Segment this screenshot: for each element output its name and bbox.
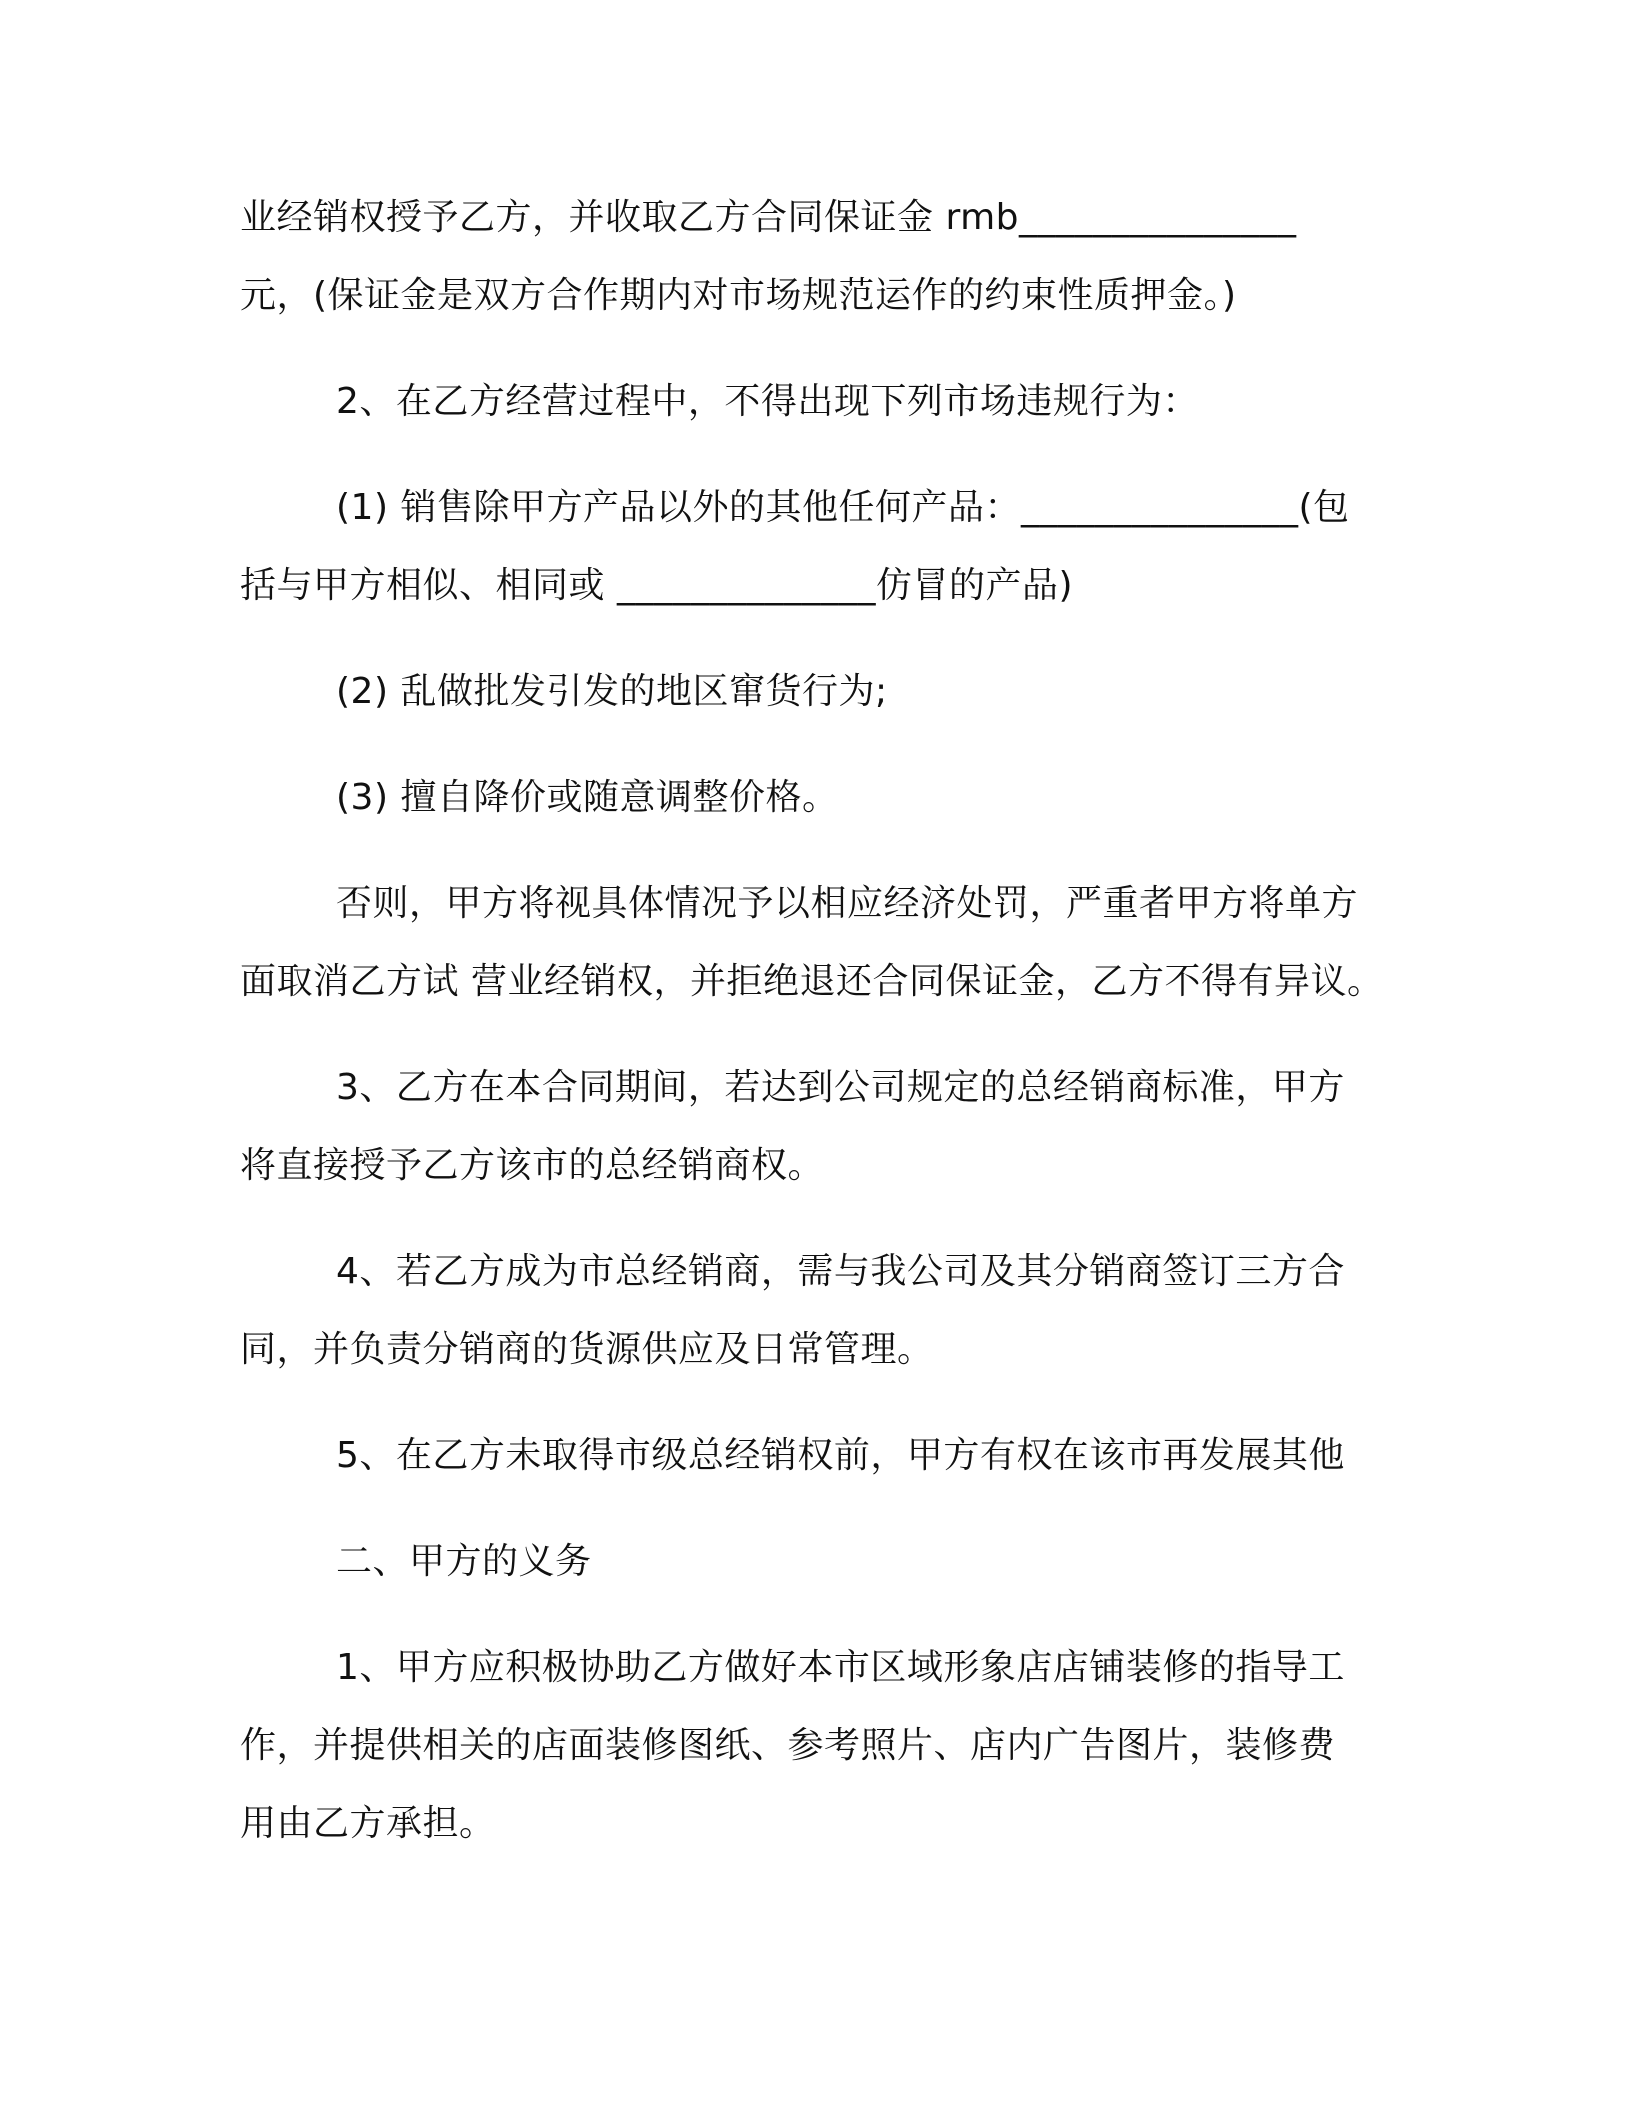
text-line: 作，并提供相关的店面装修图纸、参考照片、店内广告图片，装修费 <box>240 1725 1336 1766</box>
paragraph-clause-2 <box>240 380 1390 424</box>
text-line: 4、若乙方成为市总经销商，需与我公司及其分销商签订三方合 <box>336 1251 1345 1292</box>
section-heading-party-a-obligations <box>240 1540 1390 1584</box>
section-title: 二、甲方的义务 <box>336 1541 592 1582</box>
paragraph-clause-3 <box>240 1066 1390 1188</box>
text-line: 面取消乙方试 营业经销权，并拒绝退还合同保证金，乙方不得有异议。 <box>240 961 1384 1002</box>
text-line: (1) 销售除甲方产品以外的其他任何产品：_______________(包 <box>336 487 1350 528</box>
paragraph-clause-4 <box>240 1250 1390 1372</box>
text-line: 用由乙方承担。 <box>240 1803 496 1844</box>
text-line: 2、在乙方经营过程中，不得出现下列市场违规行为： <box>336 381 1199 422</box>
text-line: 业经销权授予乙方，并收取乙方合同保证金 rmb_______________ <box>240 197 1297 238</box>
paragraph-obligation-1 <box>240 1646 1390 1846</box>
text-line: (3) 擅自降价或随意调整价格。 <box>336 777 839 818</box>
text-line: 元，(保证金是双方合作期内对市场规范运作的约束性质押金。) <box>240 275 1237 316</box>
text-line: (2) 乱做批发引发的地区窜货行为; <box>336 671 888 712</box>
paragraph-penalty <box>240 882 1390 1004</box>
text-line: 同，并负责分销商的货源供应及日常管理。 <box>240 1329 934 1370</box>
text-line: 3、乙方在本合同期间，若达到公司规定的总经销商标准，甲方 <box>336 1067 1345 1108</box>
text-line: 将直接授予乙方该市的总经销商权。 <box>240 1145 825 1186</box>
paragraph-item-3 <box>240 776 1390 820</box>
text-line: 括与甲方相似、相同或 ______________仿冒的产品) <box>240 565 1073 606</box>
paragraph-deposit <box>240 196 1390 318</box>
paragraph-item-1 <box>240 486 1390 608</box>
text-line: 否则，甲方将视具体情况予以相应经济处罚，严重者甲方将单方 <box>336 883 1359 924</box>
text-line: 1、甲方应积极协助乙方做好本市区域形象店店铺装修的指导工 <box>336 1647 1345 1688</box>
paragraph-item-2 <box>240 670 1390 714</box>
paragraph-clause-5 <box>240 1434 1390 1478</box>
text-line: 5、在乙方未取得市级总经销权前，甲方有权在该市再发展其他 <box>336 1435 1345 1476</box>
document-body <box>240 196 1390 1846</box>
